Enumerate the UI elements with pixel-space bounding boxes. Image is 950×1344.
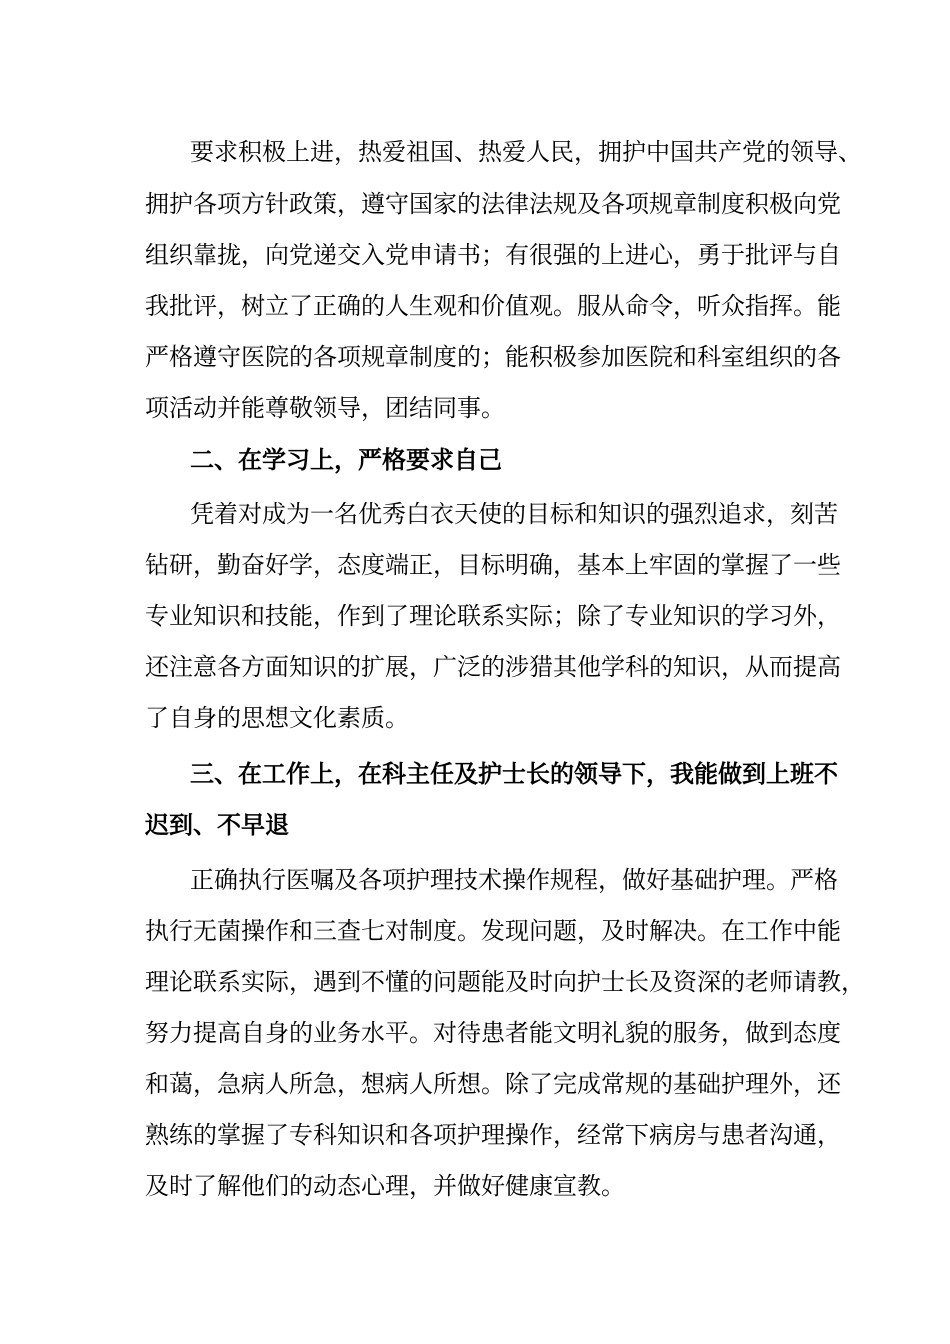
paragraph-1-line-6: 项活动并能尊敬领导，团结同事。 <box>145 394 505 422</box>
paragraph-3-line-5: 和蔼，急病人所急，想病人所想。除了完成常规的基础护理外，还 <box>145 1070 841 1098</box>
section-heading-work-line-1: 三、在工作上，在科主任及护士长的领导下，我能做到上班不 <box>190 760 838 788</box>
paragraph-1-line-3: 组织靠拢，向党递交入党申请书；有很强的上进心，勇于批评与自 <box>145 241 841 269</box>
section-heading-work-line-2: 迟到、不早退 <box>145 811 289 839</box>
paragraph-2-line-5: 了自身的思想文化素质。 <box>145 704 409 732</box>
paragraph-2-line-4: 还注意各方面知识的扩展，广泛的涉猎其他学科的知识，从而提高 <box>145 653 841 681</box>
paragraph-1-line-1: 要求积极上进，热爱祖国、热爱人民，拥护中国共产党的领导、 <box>190 138 862 166</box>
paragraph-3-line-4: 努力提高自身的业务水平。对待患者能文明礼貌的服务，做到态度 <box>145 1019 841 1047</box>
paragraph-1-line-4: 我批评，树立了正确的人生观和价值观。服从命令，听众指挥。能 <box>145 292 841 320</box>
paragraph-3-line-6: 熟练的掌握了专科知识和各项护理操作，经常下病房与患者沟通， <box>145 1121 841 1149</box>
paragraph-2-line-2: 钻研，勤奋好学，态度端正，目标明确，基本上牢固的掌握了一些 <box>145 551 841 579</box>
paragraph-3-line-2: 执行无菌操作和三查七对制度。发现问题，及时解决。在工作中能 <box>145 917 841 945</box>
paragraph-1-line-5: 严格遵守医院的各项规章制度的；能积极参加医院和科室组织的各 <box>145 343 841 371</box>
paragraph-3-line-3: 理论联系实际，遇到不懂的问题能及时向护士长及资深的老师请教， <box>145 968 865 996</box>
section-heading-study: 二、在学习上，严格要求自己 <box>190 446 502 474</box>
paragraph-2-line-1: 凭着对成为一名优秀白衣天使的目标和知识的强烈追求，刻苦 <box>190 500 838 528</box>
paragraph-3-line-7: 及时了解他们的动态心理，并做好健康宣教。 <box>145 1172 625 1200</box>
paragraph-1-line-2: 拥护各项方针政策，遵守国家的法律法规及各项规章制度积极向党 <box>145 190 841 218</box>
paragraph-2-line-3: 专业知识和技能，作到了理论联系实际；除了专业知识的学习外， <box>145 602 841 630</box>
paragraph-3-line-1: 正确执行医嘱及各项护理技术操作规程，做好基础护理。严格 <box>190 866 838 894</box>
